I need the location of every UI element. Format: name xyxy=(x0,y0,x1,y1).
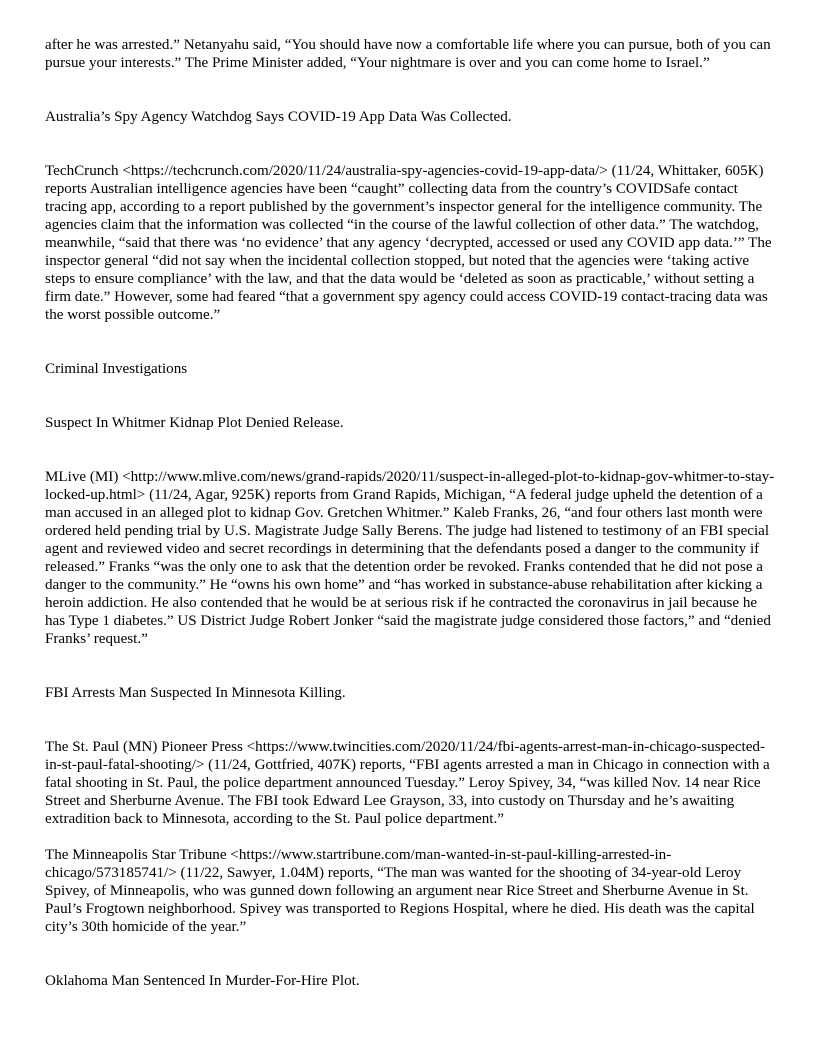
paragraph-mlive-report: MLive (MI) <http://www.mlive.com/news/grand-rapids/2020/11/suspect-in-alleged-plot-to-kidnap-gov-whitmer-to-stay-locked-up.html> (11/24, Agar, 925K) reports from Grand Rapids, Michigan, “A federal judge upheld the detention of a man accused in an alleged plot to kidnap Gov. Gretchen Whitmer.” Kaleb Franks, 26, “and four others last month were ordered held pending trial by U.S. Magistrate Judge Sally Berens. The judge had listened to testimony of an FBI special agent and reviewed video and secret recordings in determining that the defendants posed a danger to the community if released.” Franks “was the only one to ask that the detention order be revoked. Franks contended that he did not pose a danger to the community.” He “owns his own home” and “has worked in substance-abuse rehabilitation after kicking a heroin addiction. He also contended that he would be at serious risk if he contracted the coronavirus in jail because he has Type 1 diabetes.” US District Judge Robert Jonker “said the magistrate judge considered those factors,” and “denied Franks’ request.” xyxy=(45,469,775,647)
paragraph-pioneer-press-report: The St. Paul (MN) Pioneer Press <https://www.twincities.com/2020/11/24/fbi-agents-arrest-man-in-chicago-suspected-in-st-paul-fatal-shooting/> (11/24, Gottfried, 407K) reports, “FBI agents arrested a man in Chicago in connection with a fatal shooting in St. Paul, the police department announced Tuesday.” Leroy Spivey, 34, “was killed Nov. 14 near Rice Street and Sherburne Avenue. The FBI took Edward Lee Grayson, 33, into custody on Thursday and he’s awaiting extradition back to Minnesota, according to the St. Paul police department.” xyxy=(45,739,770,827)
paragraph-netanyahu-quote: after he was arrested.” Netanyahu said, “You should have now a comfortable life where you can pursue, both of you can pursue your interests.” The Prime Minister added, “Your nightmare is over and you can come home to Israel.” xyxy=(45,37,771,71)
paragraph-star-tribune-report: The Minneapolis Star Tribune <https://www.startribune.com/man-wanted-in-st-paul-killing-arrested-in-chicago/573185741/> (11/22, Sawyer, 1.04M) reports, “The man was wanted for the shooting of 34-year-old Leroy Spivey, of Minneapolis, who was gunned down following an argument near Rice Street and Sherburne Avenue in St. Paul’s Frogtown neighborhood. Spivey was transported to Regions Hospital, where he died. His death was the capital city’s 30th homicide of the year.” xyxy=(45,847,755,935)
document-page xyxy=(45,36,775,990)
headline-whitmer-kidnap-plot: Suspect In Whitmer Kidnap Plot Denied Release. xyxy=(45,415,344,431)
headline-fbi-minnesota-killing: FBI Arrests Man Suspected In Minnesota Killing. xyxy=(45,685,346,701)
headline-australia-spy-agency: Australia’s Spy Agency Watchdog Says COVID-19 App Data Was Collected. xyxy=(45,109,512,125)
paragraph-techcrunch-report: TechCrunch <https://techcrunch.com/2020/11/24/australia-spy-agencies-covid-19-app-data/> (11/24, Whittaker, 605K) reports Australian intelligence agencies have been “caught” collecting data from the country’s COVIDSafe contact tracing app, according to a report published by the government’s inspector general for the intelligence community. The agencies claim that the information was collected “in the course of the lawful collection of other data.” The watchdog, meanwhile, “said that there was ‘no evidence’ that any agency ‘decrypted, accessed or used any COVID app data.’” The inspector general “did not say when the incidental collection stopped, but noted that the agencies were ‘taking active steps to ensure compliance’ with the law, and that the data would be ‘deleted as soon as practicable,’ without setting a firm date.” However, some had feared “that a government spy agency could access COVID-19 contact-tracing data was the worst possible outcome.” xyxy=(45,163,772,323)
section-heading-criminal-investigations: Criminal Investigations xyxy=(45,361,188,377)
headline-oklahoma-murder-for-hire: Oklahoma Man Sentenced In Murder-For-Hire Plot. xyxy=(45,973,360,989)
